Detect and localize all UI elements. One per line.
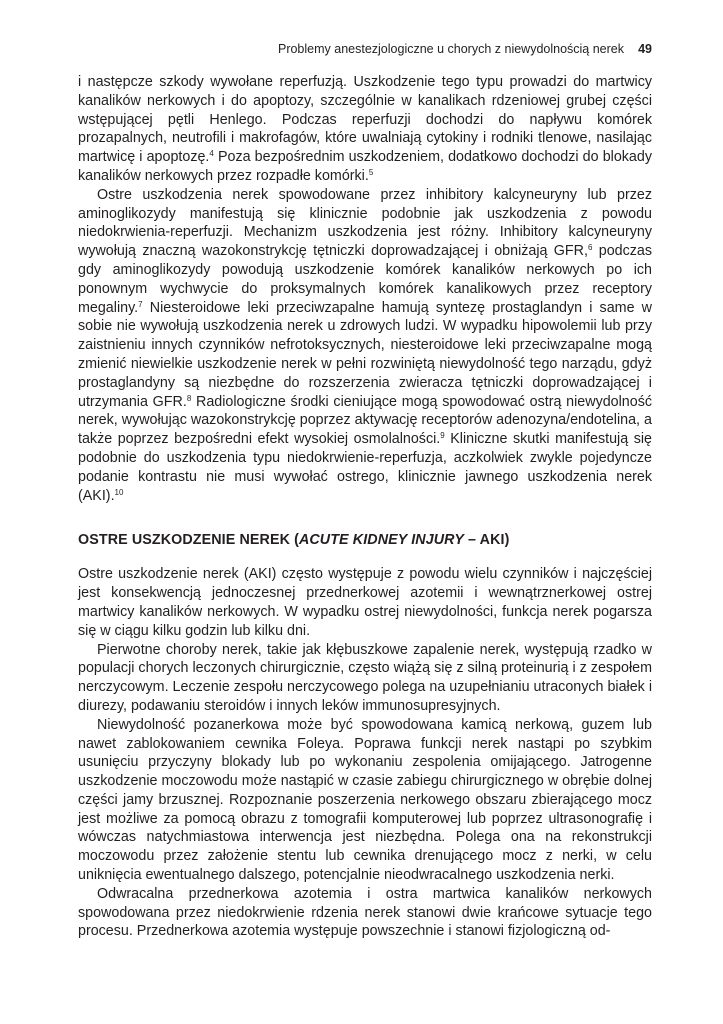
paragraph-aki-definition: Ostre uszkodzenie nerek (AKI) często występuje z powodu wielu czynników i najczęściej jest konsekwencją jednoczesnej przednerkowej azotemii i wewnątrznerkowej ostrej martwicy kanalików nerkowych. W wypadku ostrej niewydolności, funkcja nerek pogarsza się w ciągu kilku godzin lub kilku dni.	[78, 566, 652, 639]
paragraph-primary-kidney-disease: Pierwotne choroby nerek, takie jak kłębuszkowe zapalenie nerek, występują rzadko w populacji chorych leczonych chirurgicznie, często wiążą się z silną proteinurią i z zespołem nerczycowym. Leczenie zespołu nerczycowego polega na uzupełnianiu utraconych białek i diurezy, podawaniu steroidów i innych leków immunosupresyjnych.	[78, 641, 652, 714]
page-number: 49	[638, 42, 652, 56]
section-heading	[78, 531, 652, 549]
paragraph-reperfusion	[78, 73, 652, 186]
text-segment: Poza bezpośrednim uszkodzeniem, dodatkowo dochodzi do blokady kanalików nerkowych przez rozpadłe komórki.	[78, 149, 652, 184]
paragraph-nephrotoxic-drugs	[78, 186, 652, 506]
footnote-ref: 9	[440, 431, 445, 441]
heading-text: OSTRE USZKODZENIE NEREK (	[78, 532, 299, 549]
footnote-ref: 5	[368, 167, 374, 177]
text-segment: Niesteroidowe leki przeciwzapalne hamują syntezę prostaglandyn i same w sobie nie wywołują uszkodzenia nerek u zdrowych ludzi. W wypadku hipowolemii lub przy zaistnieniu innych czynników nefrotoksycznych, niesteroidowe leki przeciwzapalne mogą zmienić niewielkie uszkodzenie nerek w pełni rozwiniętą niewydolność tego narządu, gdyż prostaglandyny są niezbędne do rozszerzenia zwieracza tętniczki doprowadzającej i utrzymania GFR.	[78, 299, 652, 410]
footnote-ref: 10	[114, 487, 124, 497]
footnote-ref: 8	[186, 393, 192, 403]
footnote-ref: 6	[587, 243, 593, 253]
page-body	[78, 73, 652, 941]
footnote-ref: 4	[209, 149, 214, 159]
heading-text: – AKI)	[463, 532, 510, 549]
text-segment: podczas gdy aminoglikozydy powodują uszkodzenie komórek kanalików nerkowych po ich ponownym wychwycie do proksymalnych komórek kanalikowych przez receptory megaliny.	[78, 243, 652, 316]
text-segment: i następcze szkody wywołane reperfuzją. Uszkodzenie tego typu prowadzi do martwicy kanalików nerkowych i do apoptozy, szczególnie w kanalikach rdzeniowej grubej części wstępującej pętli Henlego. Podczas reperfuzji dochodzi do napływu komórek prozapalnych, neutrofili i makrofagów, które uwalniają cytokiny i rodniki tlenowe, nasilając martwicę i apoptozę.	[78, 74, 652, 166]
footnote-ref: 7	[138, 299, 143, 309]
text-segment: Ostre uszkodzenia nerek spowodowane przez inhibitory kalcyneuryny lub przez aminoglikozydy manifestują się klinicznie podobnie jak uszkodzenia z powodu niedokrwienia-reperfuzji. Mechanizm uszkodzenia jest różny. Inhibitory kalcyneuryny wywołują znaczną wazokonstrykcję tętniczki doprowadzającej i obniżają GFR,	[78, 186, 652, 260]
text-segment: Radiologiczne środki cieniujące mogą spowodować ostrą niewydolność nerek, wywołując wazokonstrykcję poprzez aktywację receptorów adenozyna/endotelina, a także poprzez bezpośredni efekt wysokiej osmolalności.	[78, 393, 652, 448]
text-segment: Kliniczne skutki manifestują się podobnie do uszkodzenia typu niedokrwienie-reperfuzja, aczkolwiek zwykle pojedyncze podanie kontrastu nie musi wywołać ostrego, klinicznie jawnego uszkodzenia nerek (AKI).	[78, 431, 652, 504]
paragraph-prerenal-azotemia: Odwracalna przednerkowa azotemia i ostra martwica kanalików nerkowych spowodowana przez niedokrwienie rdzenia nerek stanowi dwie krańcowe sytuacje tego procesu. Przednerkowa azotemia występuje powszechnie i stanowi fizjologiczną od-	[78, 885, 652, 940]
heading-italic-text: ACUTE KIDNEY INJURY	[298, 532, 464, 549]
running-title: Problemy anestezjologiczne u chorych z niewydolnością nerek	[277, 42, 624, 56]
paragraph-postrenal-failure: Niewydolność pozanerkowa może być spowodowana kamicą nerkową, guzem lub nawet zablokowaniem cewnika Foleya. Poprawa funkcji nerek nastąpi po szybkim usunięciu przyczyny blokady lub po wykonaniu zespolenia omijającego. Jatrogenne uszkodzenie moczowodu może nastąpić w czasie zabiegu chirurgicznego w obrębie dolnej części jamy brzusznej. Rozpoznanie poszerzenia nerkowego obszaru zbierającego mocz jest możliwe za pomocą obrazu z tomografii komputerowej lub poprzez ultrasonografię i wówczas natychmiastowa interwencja jest niezbędna. Polega ona na rekonstrukcji moczowodu przez założenie stentu lub cewnika drenującego mocz z nerki, w celu uniknięcia ewentualnego dalszego, potencjalnie nieodwracalnego uszkodzenia nerki.	[78, 716, 652, 884]
